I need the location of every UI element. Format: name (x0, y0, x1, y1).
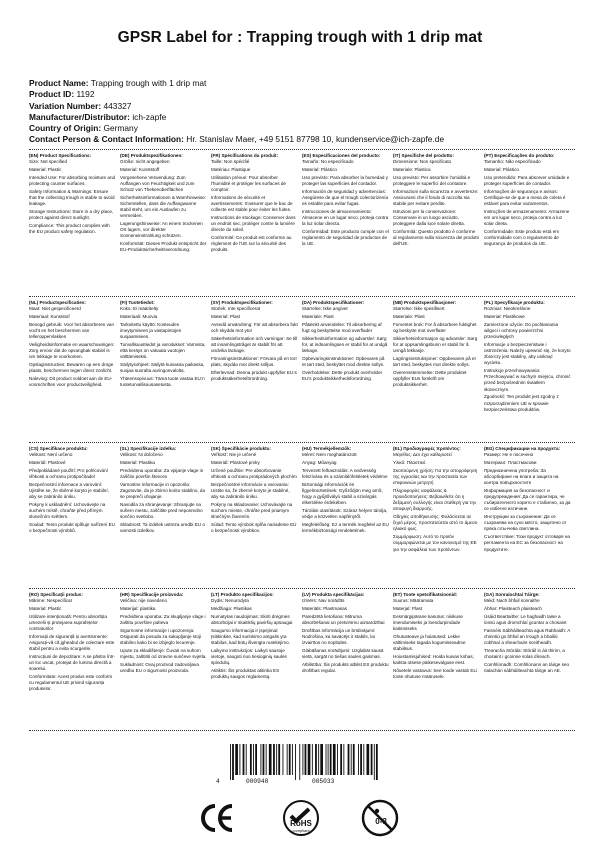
barcode-bar (371, 744, 373, 775)
spec-line: Съответствие: Този продукт отговаря на регламента на ЕС за безопасност на продуктите. (484, 534, 570, 552)
spec-block (302, 153, 393, 296)
spec-heading: (EN) Product Specifications: (29, 153, 92, 158)
spec-row (29, 442, 575, 588)
barcode-bar (246, 744, 247, 775)
spec-line: Sikkerhetsinformasjon og advarsler: Sørg for at oppsamlingsbunn er stabil for å unngå lekkasje. (393, 335, 478, 353)
spec-line: Velikost: Ni določeno (120, 452, 163, 458)
spec-line: Izmērs: Nav norādīts (302, 598, 345, 604)
spec-line: Conformità: Questo prodotto è conforme al regolamento sulla sicurezza dei prodotti dell'UE. (393, 228, 479, 247)
spec-block (120, 592, 211, 740)
spec-block (29, 300, 120, 442)
spec-line: Størrelse: Ikke spesifisert (393, 306, 445, 312)
spec-line: Material: Kunststoff (120, 166, 160, 172)
spec-line: Uso pretendido: Para absorver umidade e proteger superfícies de contador. (484, 174, 570, 186)
barcode-bar (260, 744, 261, 775)
spec-line: Materiál: Plastové (29, 459, 66, 465)
spec-block (29, 592, 120, 740)
spec-line: Tamaño: No especificado (302, 159, 354, 165)
spec-line: Material: Plastic (29, 166, 62, 172)
spec-line: Предназначена употреба: За абсорбиране на влага и защита на контра повърхностите (484, 467, 559, 486)
barcode-bar (266, 744, 267, 775)
spec-heading: (PL) Specyfikacje produktu: (484, 300, 545, 305)
barcode-bar (239, 744, 240, 775)
spec-line: Lagerungshinweise: An einem trockenen Ort lagern, vor direkter Sonneneinstrahlung schützen. (120, 221, 203, 239)
spec-line: Sikkerhedsinformation og advarsler: Sørg for, at indsamlingsen er stabil for at undgå lækage. (302, 335, 388, 353)
spec-line: Μέγεθος: Δεν έχει καθοριστεί (393, 452, 452, 458)
spec-line: Conformité: Ce produit est conforme au règlement de l'UE sur la sécurité des produits. (211, 234, 292, 253)
meta-variation-number: Variation Number: 443327 (29, 100, 132, 111)
spec-line: Sicherheitsinformationen & Warnhinweise: Sicherstellen, dass die Auffangwanne stabil steht, um ein Auslaufen zu vermeiden. (120, 194, 207, 219)
spec-line: Size: Not specified (29, 159, 68, 165)
spec-line: Upute za skladištenje: Čuvati na suhom mjestu, zaštititi od izravne sunčeve svjetla. (120, 647, 207, 659)
spec-line: Atitiktis: Šis produktas atitinka ES produktų saugos reglamentą. (211, 667, 280, 679)
spec-line: Beoogd gebruik: Voor het absorberen van vocht en het beschermen van telleroppervlakken (29, 321, 115, 340)
spec-line: Overholdelse: Dette produkt overholder EU's produktsikkerhedsforordning. (302, 369, 383, 381)
spec-line: Инструкции за съхранение: Да се съхранява на сухо място, защитено от пряка слънчева светлина. (484, 514, 567, 532)
barcode-bar (289, 744, 291, 775)
spec-heading: (SL) Specifikacije izdelka: (120, 446, 177, 451)
spec-heading: (CS) Specifikace produktu: (29, 446, 88, 451)
spec-block (302, 592, 393, 740)
spec-block (484, 592, 575, 740)
spec-line: Predvidena uporaba: Za vpijanje vlage in zaščito površin števcev (120, 467, 204, 479)
barcode-bar (312, 744, 313, 775)
spec-row (29, 588, 575, 740)
spec-line: Informações de segurança e avisos: Certifique-se de que a mesa de coleta é estável para evitar vazamentos. (484, 188, 566, 206)
spec-line: Σκοπούμενη χρήση: Για την απορρόφηση της υγρασίας και την προστασία των επιφανειών μετρητή (393, 467, 478, 486)
barcode-bar (278, 744, 280, 775)
barcode-bar (287, 744, 288, 775)
barcode-bar (330, 744, 332, 775)
spec-line: Material: Plástico (302, 166, 337, 172)
meta-contact: Contact Person & Contact Information: Hr. Stanislav Maer, +49 5151 87798 10, kundenservice@ich-zapfe.de (29, 134, 445, 145)
barcode-bar (292, 744, 293, 775)
spec-line: Instruções de armazenamento: Armazene em um lugar seco, proteja contra a luz solar direta. (484, 208, 570, 227)
spec-line: Vorgesehene Verwendung: Zum Auffangen von Feuchtigkeit und zum Schutz von Thekenoberflächen (120, 174, 195, 193)
spec-line: Comhlíonadh: Comhlíonann an táirge seo rialachán sábháilteachta táirge an AE. (484, 661, 570, 673)
barcode-bar (232, 744, 234, 780)
barcode-bar (360, 744, 362, 775)
spec-line: Předpokládané použití: Pro pohlcování vlhkosti a ochranu protipočítadel (29, 467, 108, 479)
spec-line: Veličina: nije navedeno (120, 598, 167, 604)
spec-line: Instructions de stockage: Conserver dans un endroit sec, protéger contre la lumière directe du soleil. (211, 214, 296, 233)
spec-line: Atbilstība: Šis produkts atbilst ES produktu drošības regulai. (302, 661, 389, 673)
spec-line: Predviđena uporaba: Za skupljanje vlage i zaštitu površine pulteva (120, 613, 206, 625)
spec-line: Dimensione: Non specificato (393, 159, 452, 165)
meta-manufacturer: Manufacturer/Distributor: ich-zapfe (29, 111, 167, 122)
barcode-bar (343, 744, 344, 775)
spec-line: Bezpečnostné informácie a varovania: Uistite sa, že zberné koryto je stabilné, aby sa zabránilo úniku. (211, 481, 290, 499)
spec-block (29, 153, 120, 296)
spec-line: Materiale: Plast (302, 313, 334, 319)
barcode-bar (302, 744, 303, 775)
spec-line: Avsedd användning: För att absorbera fukt och skydda mot ytor (211, 321, 298, 333)
spec-line: Materiāls: Plastmasas (302, 605, 347, 611)
spec-line: Materijal: plastika (120, 605, 156, 611)
spec-heading: (GA) Sonraíochtaí Táirge: (484, 592, 540, 597)
spec-line: Instrucciones de almacenamiento: Almacene en un lugar seco, proteja contra la luz solar directa. (302, 208, 389, 227)
spec-line: Материал: Пластмасови (484, 459, 537, 465)
spec-line: Istruzioni per la conservazione: Conservare in un luogo asciutto, proteggere dalla luce solare diretta. (393, 208, 466, 227)
spec-block (393, 153, 484, 296)
age-warning-icon (360, 798, 400, 838)
spec-line: Informazioni sulla sicurezza e avvertenze: Assicurarsi che il fondo di raccolta sia stabile per evitare perdite. (393, 188, 479, 206)
barcode-bar (235, 744, 238, 775)
spec-block (484, 153, 575, 296)
spec-line: Forventet bruk: For å absorbere fuktighet og beskytte mot overflater (393, 321, 477, 333)
spec-line: Materiale: Plastica (393, 166, 431, 172)
spec-line: Zgodność: Ten produkt jest zgodny z rozporządzeniem UE w sprawie bezpieczeństwa produktów. (484, 394, 559, 412)
spec-line: Tarkoitettu käyttö: Kosteuden imeytymiseen ja vastapintojen suojaamiseen. (120, 321, 182, 340)
barcode-bar (276, 744, 277, 775)
barcode-bar (253, 744, 254, 775)
spec-line: Efterlevnad: Denna produkt uppfyller EU:s produktsäkerhetsförordning. (211, 369, 297, 381)
spec-line: Utilisation prévue: Pour absorber l'humidité et protéger les surfaces de comptoir. (211, 174, 286, 193)
ce-mark-icon (199, 800, 235, 836)
rohs-compliant-text: compliant (292, 828, 310, 833)
spec-line: Intended Use: For absorbing moisture and protecting counter surfaces. (29, 174, 116, 186)
spec-line: Mărime: Nespecificat (29, 598, 72, 604)
spec-block (393, 300, 484, 442)
spec-line: Megfelelőség: Ez a termék megfelel az EU termékbiztonsági rendeletének. (302, 521, 389, 533)
spec-line: Opbevaringsinstruktioner: Opbevares på et tørt sted, beskyttet mod direkte sollys. (302, 355, 385, 367)
spec-line: Anyag: Műanyag (302, 459, 337, 465)
meta-product-id: Product ID: 1192 (29, 89, 95, 100)
spec-line: Compliance: This product complies with the EU product safety regulation. (29, 222, 110, 234)
spec-line: Biztonsági információk és figyelmeztetések: Győződjön meg arról, hogy a gyűjtővályú stabil a szivárgás elkerülése érdekében. (302, 481, 383, 506)
spec-heading: (FR) Spécifications du produit: (211, 153, 279, 158)
spec-line: Drošības informācija un brīdinājumi: Nodrošina, ka savācējs ir stabils, lai izvairītos no noplūdes. (302, 627, 376, 645)
barcode-bar (374, 744, 375, 780)
spec-heading: (RO) Specificații produs: (29, 592, 83, 597)
barcode-bar (250, 744, 252, 775)
spec-line: Информация за безопасност и предупреждения: Да се гарантира, че събирателното корито е стабилно, за да се избегне изтичане. (484, 487, 571, 512)
barcode-bar (308, 744, 311, 775)
spec-line: Veiligheidsinformatie en waarschuwingen: Zorg ervoor dat de opvangbak stabiel is om lekkage te voorkomen. (29, 341, 115, 360)
spec-line: Materjal: Plast (393, 605, 423, 611)
barcode-bar (318, 744, 319, 775)
spec-line: Material: Plast (211, 313, 241, 319)
spec-line: Úsáid Beartaithe: Le haghaidh taise a ionsú agus dromchlaí gcuntar a chosaint (484, 613, 567, 625)
spec-line: Konformität: Dieses Produkt entspricht der EU-Produktsicherheitsverordnung. (120, 241, 207, 253)
spec-line: Materiał: Plastikowe (484, 313, 525, 319)
spec-line: Informations de sécurité et avertissements: S'assurer que le bac de collecte est stable pour éviter les fuites. (211, 194, 293, 213)
spec-line: Dydis: Nenurodyta (211, 598, 249, 604)
spec-line: Påtænkt anvendelse: Til absorbering af fugt og beskyttelse mod overflader (302, 321, 382, 333)
spec-line: Medžiaga: Plastikas (211, 605, 252, 611)
spec-block (120, 300, 211, 442)
spec-line: Información de seguridad y advertencias: Asegúrese de que el trough colectorizenía es estable para evitar fugas. (302, 188, 389, 206)
spec-block (120, 153, 211, 296)
rohs-icon (282, 799, 320, 837)
spec-line: Uso previsto: Para absorber la humedad y proteger las superficies del contador. (302, 174, 389, 186)
spec-line: Materiál: Plastové prvky (211, 459, 260, 465)
spec-line: Material: Plastic (29, 605, 62, 611)
barcode-bar (273, 744, 275, 775)
spec-line: Overensstemmelse: Dette produktet oppfyller EUs forskrift om produktsikkerhet. (393, 369, 467, 387)
spec-heading: (IT) Specifiche del prodotto: (393, 153, 454, 158)
spec-line: Utilizare intenționată: Pentru absorbția umezelii și protejarea suprafețelor contraturilor (29, 613, 107, 632)
spec-line: Glabāšanas norādījumi: Uzglabāt sausā vietā, sargāt no tiešas saules gaismas. (302, 647, 384, 659)
spec-line: Größe: nicht angegeben (120, 159, 170, 165)
barcode-bar (348, 744, 350, 775)
spec-line: Matériau: Plastique (211, 166, 251, 172)
barcode-bar (353, 744, 355, 775)
spec-line: Sigurnosne informacije i upozorenja: Osigurati da posuda za sakupljanje stoji stabilno kako bi se izbjeglo lecurenje. (120, 627, 201, 645)
spec-line: Ohutusteave ja hoiatused: Lekke vältimiseks tagada kogumisseadme stabiilsus. (393, 633, 466, 652)
meta-product-name: Product Name: Trapping trough with 1 drip mat (29, 78, 207, 88)
spec-line: Suurus: Määramata (393, 598, 434, 604)
spec-line: Rozmiar: Nieokreślone (484, 306, 531, 312)
spec-heading: (FI) Tuotetiedot: (120, 300, 155, 305)
spec-line: Určené použitie: Pre absorbovanie vlhkosti a ochranu protiprádových plochím (211, 467, 297, 479)
spec-heading: (SK) Špecifikácie produktu: (211, 446, 271, 451)
spec-line: Πληροφορίες ασφάλειας & προειδοποιήσεις: Βεβαιωθείτε ότι η δεξαμενή συλλογής είναι σταθερή για την αποφυγή διαρροής. (393, 487, 477, 512)
barcode-bar (305, 744, 307, 775)
spec-line: Pokyny na skladovanie: Uchovávajte na suchom mieste, chráňte pred priamym slnečným žiarením. (211, 501, 293, 520)
spec-line: Soulad: Tento produkt splňuje nařízení EU o bezpečnosti výrobků. (29, 521, 115, 533)
barcode-bars (216, 744, 380, 780)
spec-heading: (LV) Produkta specifikācijas: (302, 592, 365, 597)
spec-line: Säilytysohjeet: Säilytä kuivassa paikassa, suojaa suoralta auringonvalolta. (120, 361, 205, 374)
spec-heading: (EL) Προδιαγραφές προϊόντος: (393, 446, 461, 451)
spec-line: Veľkosť: Nie je určené (211, 452, 257, 458)
divider (29, 730, 575, 731)
spec-line: Zamierzone użycie: Do pochłaniania wilgoci i ochrony powierzchni przeciwległych (484, 321, 559, 340)
meta-country-of-origin: Country of Origin: Germany (29, 123, 138, 134)
spec-line: Οδηγίες αποθήκευσης: Φυλάσσεται σε ξηρό μέρος, προστατεύεται από το άμεσο ηλιακό φως. (393, 514, 478, 532)
spec-line: Размер: Не е посочено (484, 452, 534, 458)
spec-heading: (ES) Especificaciones del producto: (302, 153, 381, 158)
spec-heading: (DA) Produktspecifikationer: (302, 300, 365, 305)
spec-line: Material: Plastika (120, 459, 155, 465)
spec-line: Faisnéis Sábháilteachta agus Rabhaidh: A chinntiú go bhfuil an trough a bhailiú cobhsaí a sheachaint sceitheadh. (484, 627, 571, 645)
spec-heading: (NL) Productspecificaties: (29, 300, 86, 305)
spec-heading: (DE) Produktspezifikationen: (120, 153, 183, 158)
spec-line: Informații de siguranță și avertismente: Asigurați-vă că jgheabul de colectare este stabil pentru a evita scurgerile. (29, 633, 115, 652)
spec-line: Informacje o bezpieczeństwie i ostrzeżenia: Należy upewnić się, że koryto zbiorczy jest stabilny, aby uniknąć wycieku. (484, 341, 571, 366)
spec-heading: (HU) Termékjellemzők: (302, 446, 352, 451)
spec-line: Tervezett felhasználás: A nedvesség felszívása és a számlálófelületek védelme (302, 467, 388, 479)
barcode-bar (255, 744, 257, 775)
spec-line: Taille: Non spécifié (211, 159, 250, 165)
spec-block (211, 592, 302, 740)
spec-block (302, 300, 393, 442)
spec-line: Saugumo informacija ir įspėjimai: Įsitikinkite, kad surinkimo antgalis yra stabilus, kad būtų išvengta nutekėjimo. (211, 627, 290, 645)
spec-line: Varnostne informacije in opozorila: Zagotovite, da je zbirno korito stabilno, da se prepreči uhajanje. (120, 481, 206, 499)
barcode-bar (283, 744, 284, 775)
barcode-bar (351, 744, 352, 775)
spec-line: Materiaal: Kunststof (29, 313, 70, 319)
spec-line: Yhteensopivuus: Tämä tuote vastaa EU:n tuoteturvallisuusasetusta. (120, 375, 205, 387)
spec-line: Opslaginstructies: Bewaren op een droge plaats, beschermen tegen direct zonlicht. (29, 361, 114, 374)
spec-line: Storage Instructions: Store in a dry place, protect against direct sunlight. (29, 208, 114, 220)
barcode (216, 744, 380, 786)
barcode-bar (358, 744, 359, 775)
spec-line: Υλικό: Πλαστικό (393, 459, 426, 465)
spec-heading: (ET) Toote spetsifikatsioonid: (393, 592, 458, 597)
spec-line: Størrelse: Ikke angivet (302, 306, 348, 312)
spec-heading: (SV) Produktspecifikationer: (211, 300, 273, 305)
barcode-bar (263, 744, 265, 775)
barcode-bar (269, 744, 272, 775)
spec-line: Paredzētā lietošana: Mitruma absorbēšanai un pretvirsmu aizsardzībai (302, 613, 385, 625)
spec-line: Pokyny k uskladnění: Uchovávejte na suchém místě, chraňte před přímým slunečním světlem. (29, 501, 106, 520)
spec-line: Méret: Nem meghatározott (302, 452, 357, 458)
spec-line: Conformidade: Este produto está em conformidade com o regulamento de segurança de produtos da UE. (484, 228, 560, 247)
spec-line: Nõuetele vastavus: See toode vastab ELi toote ohutuse määrusele. (393, 667, 478, 679)
barcode-bar (243, 744, 245, 775)
spec-line: Maat: Niet gespecificeerd (29, 306, 81, 312)
spec-line: Tamanho: Não especificado (484, 159, 541, 165)
spec-line: Bezpečnostní informace a varování: Ujistěte se, že sběrné koryto je stabilní, aby se zabránilo úniku. (29, 481, 109, 499)
spec-line: Ábhar: Plaisteach plaisteach (484, 605, 542, 611)
spec-line: Navodila za shranjevanje: Shranjujte na suhem mestu, zaščitite pred neposredno sončno svetlobo. (120, 501, 203, 520)
barcode-bar (230, 744, 231, 780)
barcode-digit-group-2: 005033 (312, 778, 335, 785)
compliance-icons (0, 800, 600, 840)
barcode-bar (295, 744, 296, 780)
spec-line: Material: Plástico (484, 166, 519, 172)
barcode-bar (363, 744, 364, 775)
spec-line: Eesmärgipärane kasutus: niiskuse imendumiseks ja loendurpindade kaitsmiseks (393, 613, 463, 632)
spec-line: Förvaringsinstruktioner: Förvara på en torr plats, skydda mot direkt solljus. (211, 355, 298, 367)
spec-row (29, 149, 575, 296)
spec-line: Numatytas naudojimas: Skirti drėgmės absorbcijai ir skaitiklių paviršių apsaugai (211, 613, 293, 625)
spec-block (29, 446, 120, 588)
spec-line: Materiaali: Muovia (120, 313, 158, 319)
age-warning-text: 0-3 (375, 817, 387, 826)
barcode-bar (333, 744, 336, 775)
barcode-bar (299, 744, 300, 780)
spec-heading: (NB) Produktspesifikasjoner: (393, 300, 457, 305)
spec-row (29, 296, 575, 442)
spec-line: Koko: Ei määritelty (120, 306, 159, 312)
barcode-bar (315, 744, 317, 775)
barcode-bar (337, 744, 338, 775)
barcode-bar (320, 744, 323, 775)
barcode-bar (367, 744, 370, 775)
spec-line: Skladnost: Ta izdelek ustreza uredbi EU o varnosti izdelkov. (120, 521, 205, 533)
rohs-text: RoHS (290, 819, 312, 828)
barcode-bar (328, 744, 329, 775)
spec-line: Méid: Nach bhfuil sonraithe (484, 598, 540, 604)
spec-block (393, 592, 484, 740)
barcode-digit-group-1: 000948 (246, 778, 269, 785)
spec-line: Storlek: Inte specificerat (211, 306, 261, 312)
product-meta (29, 78, 600, 146)
spec-line: Treoracha Stórála: Stóráil in áit thirim, a chosaint i gcoinne solas díreach. (484, 647, 565, 659)
spec-line: Naleving: Dit product voldoet aan de EU-voorschriften voor productveiligheid. (29, 375, 113, 387)
spec-line: Säkerhetsinformation och varningar: Se till att insamlingstråget är stabilt för att undvika läckage. (211, 335, 298, 353)
spec-block (211, 153, 302, 296)
spec-heading: (BG) Спецификации на продукта: (484, 446, 561, 451)
barcode-bar (376, 744, 378, 780)
page-title: GPSR Label for : Trapping trough with 1 drip mat (117, 29, 483, 46)
spec-line: Safety Information & Warnings: Ensure that the collecting trough is stable to avoid leakage. (29, 188, 115, 206)
spec-line: Instrucțiuni de depozitare: A se păstra într-un loc uscat, protejat de lumina directă a soarelui. (29, 653, 116, 672)
spec-line: Lagringsinstruksjoner: Oppbevares på et tørt sted, beskyttes mot direkte sollys. (393, 355, 476, 367)
barcode-digit-prefix: 4 (216, 778, 220, 785)
spec-line: Materiale: Plast (393, 313, 425, 319)
spec-block (484, 300, 575, 442)
spec-line: Velikost: Není určeno (29, 452, 73, 458)
barcode-bar (326, 744, 327, 775)
spec-heading: (HR) Specifikacije proizvoda: (120, 592, 184, 597)
spec-line: Instrukcje przechowywania: Przechowywać w suchym miejscu, chronić przed bezpośrednim światłem słonecznym. (484, 368, 571, 392)
spec-line: Súlad: Tento výrobok spĺňa nariadenie EÚ o bezpečnosti výrobkov. (211, 521, 297, 533)
spec-line: Laikymo instrukcijos: Laikyti sausoje vietoje, saugoti nuo tiesioginių saulės spindulių. (211, 647, 287, 666)
spec-line: Hoiustamisjuhised: Hoida kuivas kohas, kaitsta otsese päikesevalguse eest. (393, 653, 474, 666)
spec-line: Conformitate: Acest produs este conform cu regulamentul UE privind siguranța produselor. (29, 673, 113, 692)
spec-line: Συμμόρφωση: Αυτό το προϊόν συμμορφώνεται με τον κανονισμό της ΕΕ για την ασφάλεια των προϊόντων. (393, 534, 477, 552)
spec-block (484, 446, 575, 588)
spec-grid (29, 149, 575, 740)
spec-block (120, 446, 211, 588)
spec-line: Tárolási utasítások: Száraz helyen tárolja, védje a közvetlen napfénytől. (302, 507, 388, 520)
spec-line: Turvallisuustiedot ja varoitukset: Varmista, että keräys on vakaata vuotojen välttämiseksi. (120, 341, 206, 360)
spec-line: Sukladnost: Ovaj proizvod zadovoljava uredbu EU o sigurnosti proizvoda. (120, 661, 199, 673)
spec-line: Conformidad: Este producto cumple con el reglamento de seguridad de productos de la UE. (302, 228, 389, 247)
spec-block (302, 446, 393, 588)
spec-heading: (LT) Produkto specifikacijos: (211, 592, 274, 597)
spec-block (211, 300, 302, 442)
spec-heading: (PT) Especificações do produto: (484, 153, 555, 158)
barcode-bar (340, 744, 342, 775)
spec-block (211, 446, 302, 588)
spec-line: Uso previsto: Per assorbire l'umidità e proteggere le superfici del contatore. (393, 174, 471, 186)
spec-block (393, 446, 484, 588)
